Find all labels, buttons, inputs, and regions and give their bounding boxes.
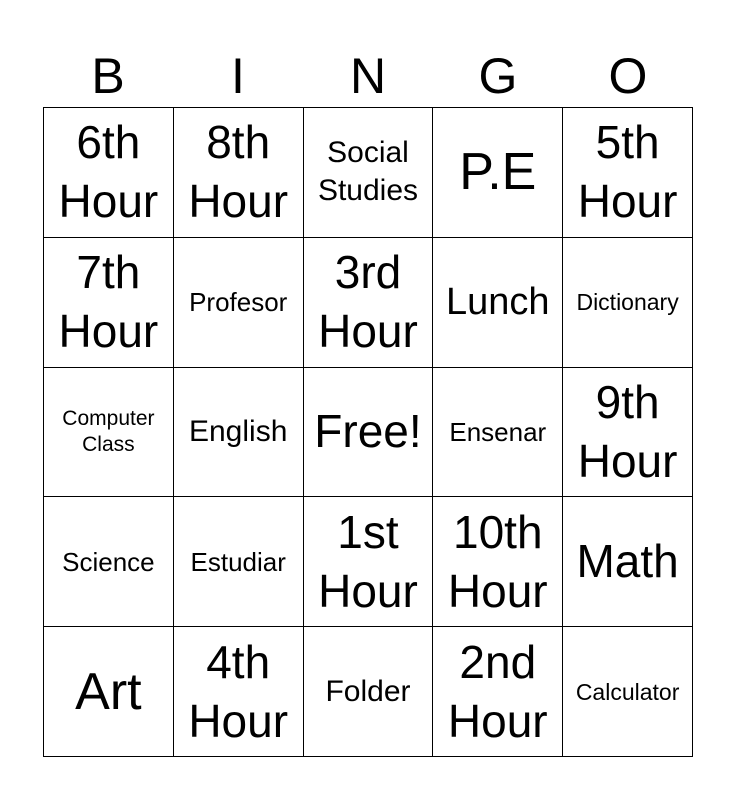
header-letter-i: I — [231, 48, 245, 104]
bingo-cell[interactable] — [563, 627, 693, 757]
bingo-cell[interactable] — [433, 497, 563, 627]
bingo-cell[interactable] — [304, 108, 434, 238]
bingo-cell[interactable] — [433, 238, 563, 368]
bingo-header — [43, 46, 693, 108]
bingo-cell[interactable] — [563, 238, 693, 368]
bingo-cell[interactable] — [44, 238, 174, 368]
cell-label: 6th Hour — [58, 116, 159, 228]
cell-label: 9th Hour — [577, 375, 678, 487]
bingo-cell[interactable] — [44, 497, 174, 627]
cell-label: Science — [62, 546, 155, 577]
cell-label: 3rd Hour — [318, 246, 418, 358]
bingo-cell[interactable] — [174, 368, 304, 498]
free-space-cell[interactable] — [304, 368, 434, 498]
bingo-cell[interactable] — [174, 497, 304, 627]
header-letter-n: N — [349, 48, 387, 104]
bingo-cell[interactable] — [174, 108, 304, 238]
cell-label: Folder — [325, 674, 411, 708]
cell-label: Computer Class — [62, 406, 155, 456]
bingo-cell[interactable] — [44, 108, 174, 238]
bingo-cell[interactable] — [44, 368, 174, 498]
cell-label: Math — [576, 535, 679, 588]
bingo-cell[interactable] — [44, 627, 174, 757]
bingo-cell[interactable] — [174, 238, 304, 368]
cell-label: 2nd Hour — [447, 635, 548, 747]
cell-label: Free! — [314, 405, 422, 458]
cell-label: 4th Hour — [188, 635, 289, 747]
cell-label: 7th Hour — [58, 246, 159, 358]
header-letter-b: B — [91, 48, 125, 104]
cell-label: 5th Hour — [577, 116, 678, 228]
bingo-cell[interactable] — [304, 497, 434, 627]
cell-label: Calculator — [575, 678, 680, 705]
cell-label: Estudiar — [190, 546, 286, 577]
bingo-cell[interactable] — [304, 238, 434, 368]
cell-label: 8th Hour — [188, 116, 289, 228]
cell-label: 10th Hour — [447, 505, 548, 617]
cell-label: P.E — [459, 143, 537, 202]
bingo-cell[interactable] — [433, 368, 563, 498]
cell-label: English — [188, 414, 288, 448]
bingo-cell[interactable] — [563, 368, 693, 498]
bingo-cell[interactable] — [433, 108, 563, 238]
header-letter-o: O — [608, 48, 648, 104]
bingo-cell[interactable] — [563, 108, 693, 238]
cell-label: Ensenar — [449, 416, 547, 447]
bingo-cell[interactable] — [563, 497, 693, 627]
cell-label: Art — [75, 662, 142, 721]
cell-label: Profesor — [189, 287, 288, 318]
header-letter-g: G — [478, 48, 518, 104]
bingo-cell[interactable] — [304, 627, 434, 757]
cell-label: Social Studies — [317, 136, 419, 208]
bingo-cell[interactable] — [433, 627, 563, 757]
bingo-grid — [43, 107, 693, 757]
cell-label: 1st Hour — [318, 505, 418, 617]
bingo-cell[interactable] — [174, 627, 304, 757]
cell-label: Dictionary — [576, 289, 679, 316]
cell-label: Lunch — [446, 281, 550, 324]
